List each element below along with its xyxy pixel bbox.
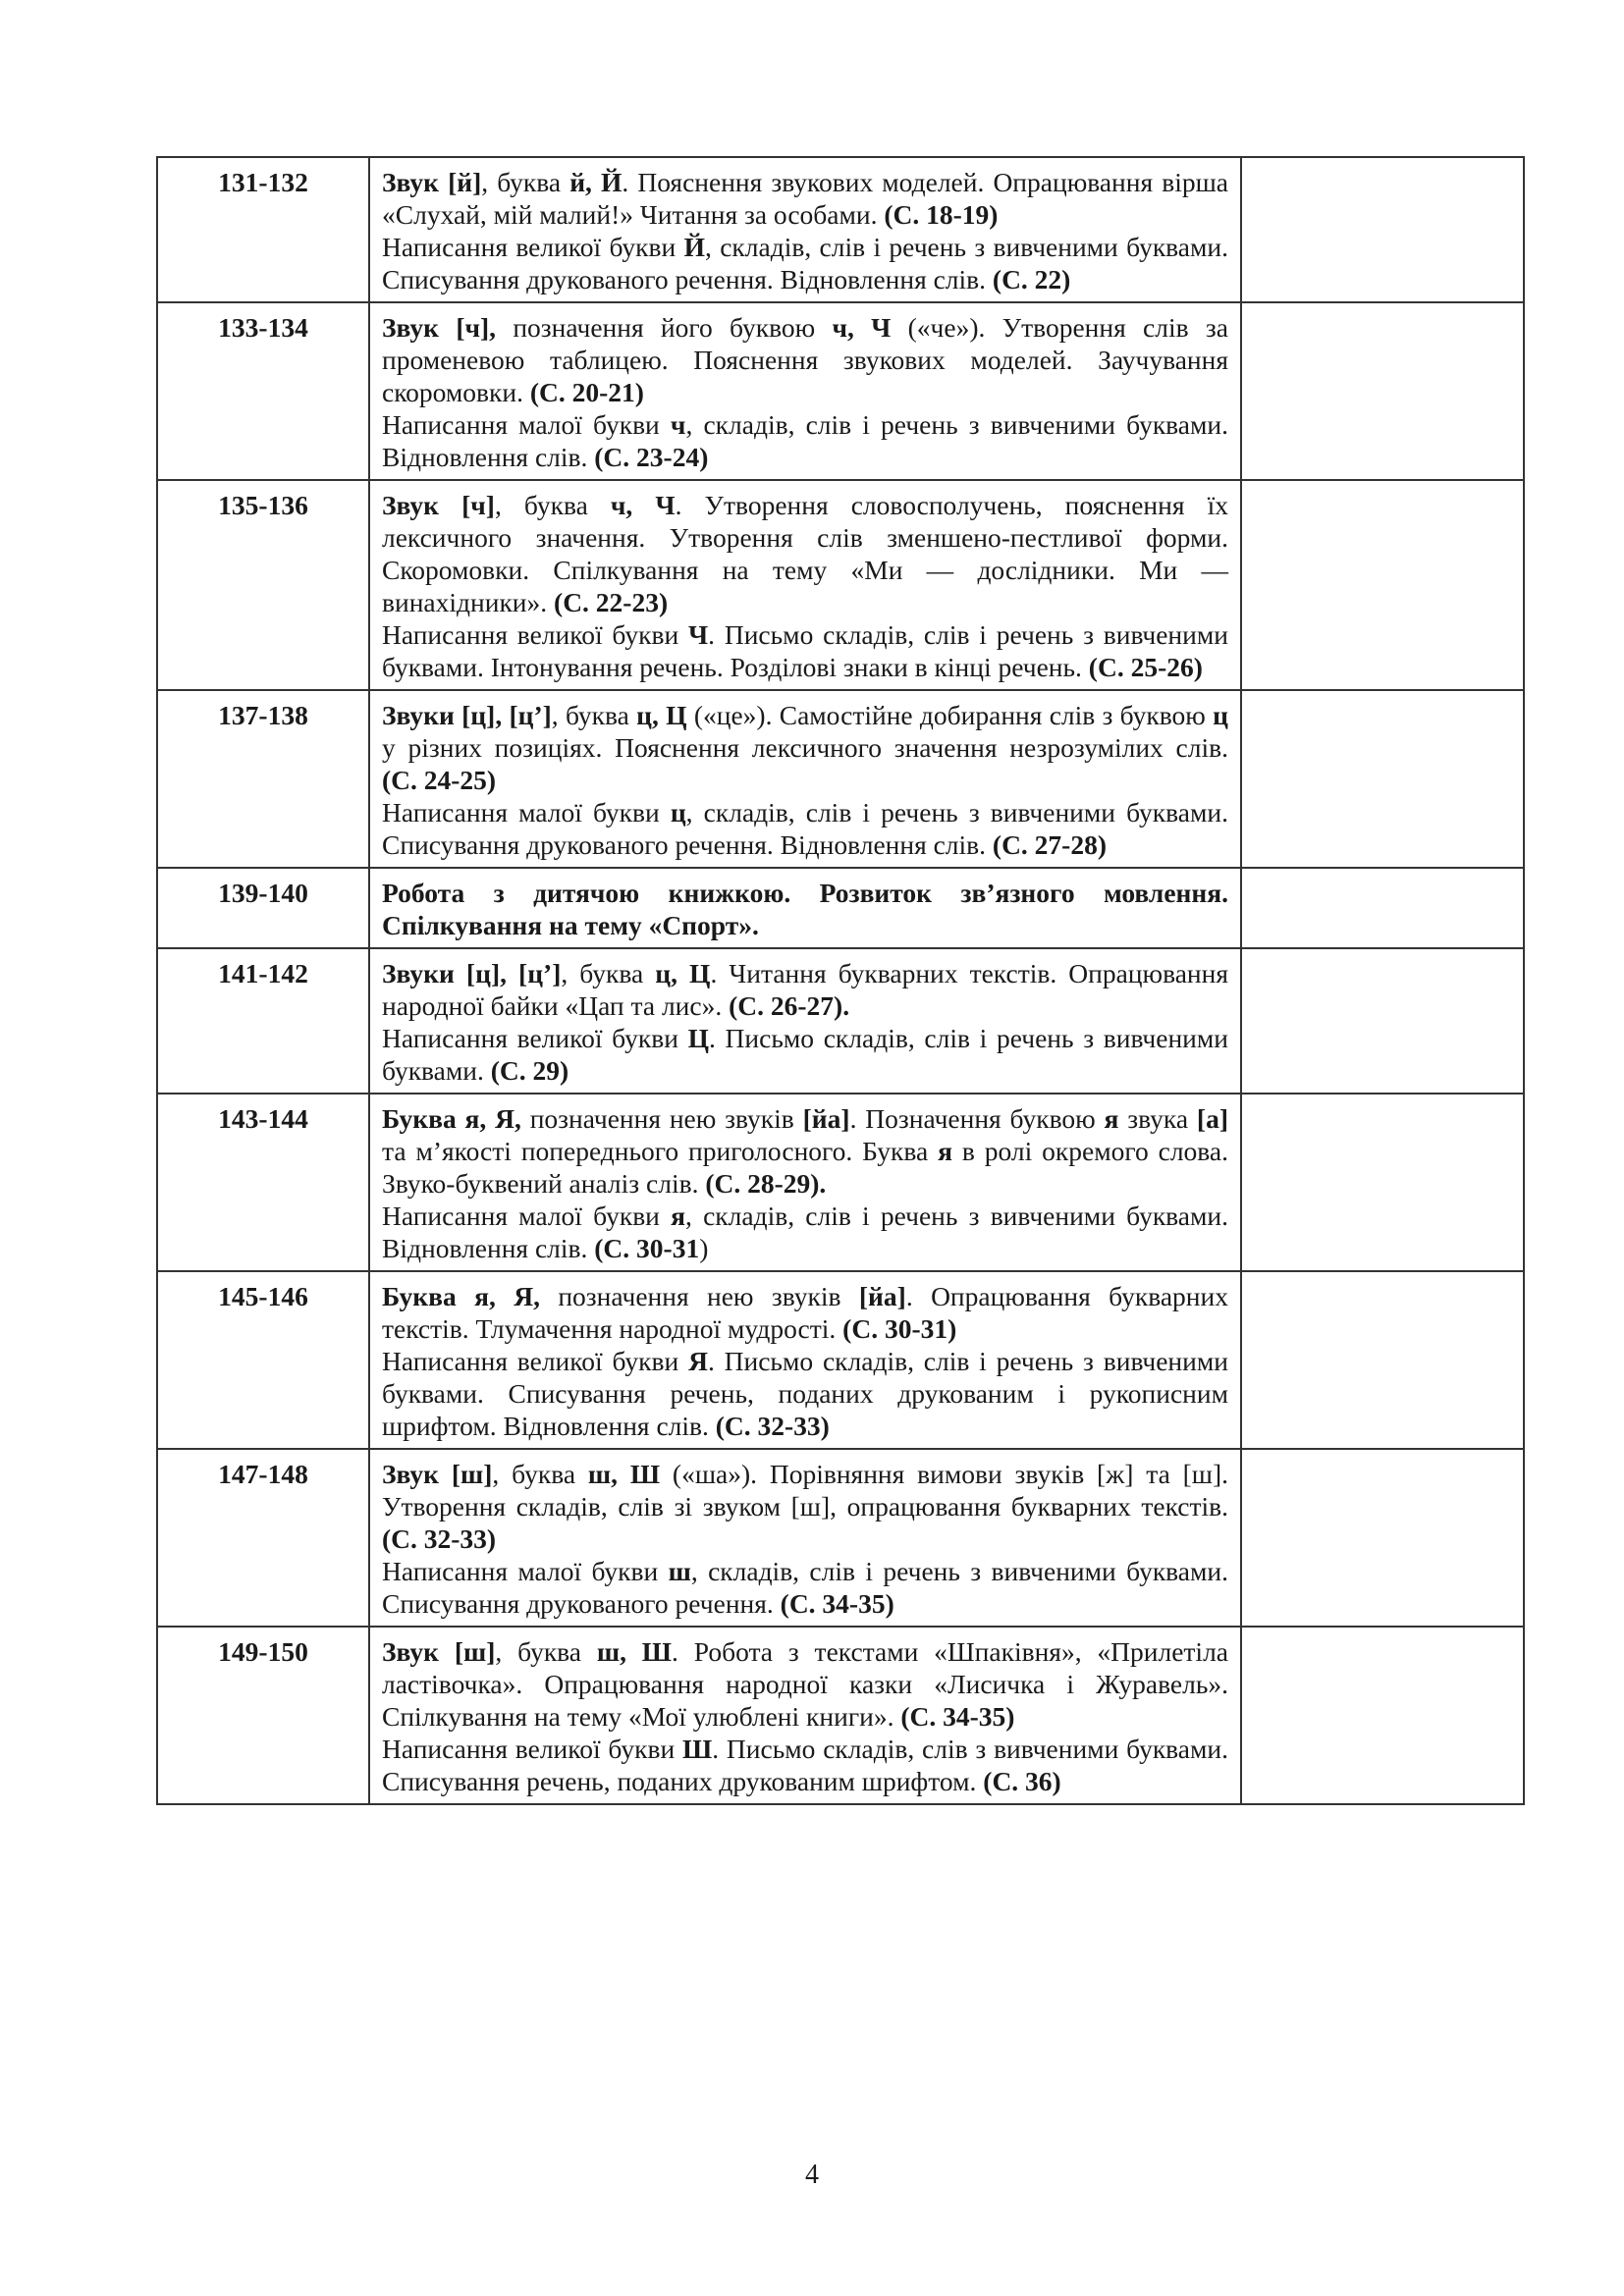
text-segment: . Опрацювання букварних текстів. Тлумачення народної мудрості. [382,1281,1228,1344]
text-segment: , буква [561,958,656,988]
lesson-number: 147-148 [157,1449,369,1627]
page-number: 4 [805,2160,819,2190]
bold-text: ш, Ш [587,1459,661,1489]
bold-text: й, Й [569,167,623,197]
lesson-paragraph [382,408,1228,473]
notes-cell [1241,157,1524,302]
text-segment: . Читання букварних текстів. Опрацювання народної байки «Цап та лис». [382,958,1228,1021]
lesson-content [369,302,1241,480]
lesson-content [369,1449,1241,1627]
bold-text: Звук [ш] [382,1636,496,1667]
lesson-number: 145-146 [157,1271,369,1449]
bold-text: (С. 30-31) [842,1313,957,1344]
lesson-content [369,948,1241,1094]
bold-text: Звук [ч] [382,490,495,520]
lesson-paragraph [382,1733,1228,1797]
lesson-content [369,868,1241,948]
text-segment: . Письмо складів, слів з вивченими буквами. Списування речень, поданих друкованим шрифтом. [382,1734,1228,1796]
lesson-paragraph [382,1555,1228,1620]
bold-text: ц [670,797,686,828]
text-segment: . Письмо складів, слів і речень з вивченими буквами. Інтонування речень. Розділові знаки в кінці речень. [382,619,1228,682]
bold-text: (С. 18-19) [884,199,999,230]
bold-text: Буква я, Я, [382,1103,521,1134]
lesson-paragraph [382,618,1228,683]
bold-text: Й [683,232,705,262]
bold-text: (С. 32-33) [715,1411,830,1441]
notes-cell [1241,1094,1524,1271]
text-segment: в ролі окремого слова. Звуко-буквений аналіз слів. [382,1136,1228,1199]
notes-cell [1241,302,1524,480]
lesson-paragraph [382,1280,1228,1345]
text-segment: , складів, слів і речень з вивченими буквами. Відновлення слів. [382,409,1229,472]
bold-text: (С. 36) [983,1766,1061,1796]
text-segment: позначення його буквою [496,312,833,343]
table-row [157,157,1524,302]
bold-text: ц, Ц [655,958,711,988]
bold-text: ч [670,409,686,440]
lesson-paragraph [382,796,1228,861]
bold-text: ц, Ц [636,700,687,730]
lesson-paragraph [382,1022,1228,1087]
lesson-content [369,1094,1241,1271]
text-segment: Написання малої букви [382,1556,669,1586]
bold-text: Ш [682,1734,713,1764]
bold-text: (С. 24-25) [382,765,497,795]
text-segment: звука [1118,1103,1197,1134]
bold-text: Робота з дитячою книжкою. Розвиток зв’язного мовлення. Спілкування на тему «Спорт». [382,878,1228,940]
lesson-paragraph [382,699,1228,796]
table-row [157,690,1524,868]
bold-text: Звуки [ц], [ц’] [382,958,562,988]
table-row [157,1271,1524,1449]
text-segment: , складів, слів і речень з вивченими буквами. Списування друкованого речення. [382,1556,1228,1619]
text-segment: . Пояснення звукових моделей. Опрацювання вірша «Слухай, мій малий!» Читання за особами. [382,167,1228,230]
text-segment: Написання великої букви [382,1023,688,1053]
text-segment: , буква [481,167,570,197]
bold-text: (С. 20-21) [529,377,644,407]
text-segment: Написання великої букви [382,619,688,650]
notes-cell [1241,948,1524,1094]
bold-text: ч, Ч [832,312,892,343]
table-row [157,302,1524,480]
lesson-content [369,157,1241,302]
bold-text: (С. 32-33) [382,1523,497,1554]
notes-cell [1241,1449,1524,1627]
lesson-paragraph [382,231,1228,295]
bold-text: я [938,1136,952,1166]
bold-text: (С. 28-29). [705,1168,827,1199]
notes-cell [1241,1271,1524,1449]
text-segment: Написання малої букви [382,1201,672,1231]
text-segment: , складів, слів і речень з вивченими буквами. Відновлення слів. [382,1201,1229,1263]
text-segment: , буква [494,490,611,520]
lesson-content [369,480,1241,690]
notes-cell [1241,868,1524,948]
bold-text: (С. 27-28) [992,829,1107,860]
text-segment: позначення нею звуків [539,1281,859,1311]
text-segment: у різних позиціях. Пояснення лексичного значення незрозумілих слів. [382,732,1228,763]
lesson-paragraph [382,957,1228,1022]
bold-text: (С. 26-27). [729,990,850,1021]
lesson-paragraph [382,1635,1228,1733]
bold-text: Звук [й] [382,167,482,197]
bold-text: Я [688,1346,708,1376]
table-row [157,868,1524,948]
text-segment: («че»). Утворення слів за променевою таблицею. Пояснення звукових моделей. Заучування скоромовки. [382,312,1228,407]
text-segment: , складів, слів і речень з вивченими буквами. Списування друкованого речення. Відновлення слів. [382,797,1228,860]
lesson-number: 149-150 [157,1627,369,1804]
text-segment: («це»). Самостійне добирання слів з буквою [686,700,1214,730]
lesson-paragraph [382,1200,1228,1264]
bold-text: ч, Ч [610,490,676,520]
bold-text: я [671,1201,685,1231]
bold-text: (С. 29) [490,1055,569,1086]
lesson-content [369,1627,1241,1804]
lesson-paragraph [382,877,1228,941]
text-segment: , буква [492,1459,588,1489]
text-segment: . Позначення буквою [849,1103,1105,1134]
bold-text: ц [1213,700,1228,730]
lesson-number: 135-136 [157,480,369,690]
bold-text: Звук [ш] [382,1459,493,1489]
bold-text: я [1104,1103,1119,1134]
lesson-number: 133-134 [157,302,369,480]
bold-text: ш [668,1556,691,1586]
notes-cell [1241,480,1524,690]
bold-text: Ч [687,619,709,650]
text-segment: Написання великої букви [382,1734,683,1764]
table-row [157,948,1524,1094]
text-segment: , буква [551,700,637,730]
text-segment: , буква [495,1636,597,1667]
lesson-paragraph [382,1458,1228,1555]
text-segment: («ша»). Порівняння вимови звуків [ж] та [ш]. Утворення складів, слів зі звуком [ш], опрацювання букварних текстів. [382,1459,1229,1522]
bold-text: (С. 34-35) [780,1588,894,1619]
bold-text: Ц [687,1023,709,1053]
bold-text: ш, Ш [596,1636,672,1667]
bold-text: [йа] [858,1281,906,1311]
text-segment: . Утворення словосполучень, пояснення їх лексичного значення. Утворення слів зменшено-пестливої форми. Скоромовки. Спілкування на тему «Ми — дослідники. Ми — винахідники». [382,490,1228,617]
bold-text: Буква я, Я, [382,1281,540,1311]
text-segment: Написання великої букви [382,1346,689,1376]
lesson-paragraph [382,489,1228,618]
text-segment: Написання малої букви [382,409,671,440]
table-body [157,157,1524,1804]
bold-text: [а] [1196,1103,1228,1134]
bold-text: (С. 30-31 [594,1233,700,1263]
text-segment: Написання малої букви [382,797,671,828]
bold-text: [йа] [802,1103,850,1134]
lesson-content [369,690,1241,868]
table-row [157,1449,1524,1627]
lesson-number: 139-140 [157,868,369,948]
bold-text: Звук [ч], [382,312,497,343]
text-segment: . Робота з текстами «Шпаківня», «Прилетіла ластівочка». Опрацювання народної казки «Лисичка і Журавель». Спілкування на тему «Мої улюблені книги». [382,1636,1229,1732]
bold-text: (С. 23-24) [594,442,709,472]
text-segment: . Письмо складів, слів і речень з вивченими буквами. Списування речень, поданих друкованим і рукописним шрифтом. Відновлення слів. [382,1346,1228,1441]
text-segment: Написання великої букви [382,232,684,262]
text-segment: , складів, слів і речень з вивченими буквами. Списування друкованого речення. Відновлення слів. [382,232,1229,294]
text-segment: ) [699,1233,709,1263]
lesson-number: 141-142 [157,948,369,1094]
lesson-paragraph [382,1102,1228,1200]
lesson-paragraph [382,311,1228,408]
lesson-content [369,1271,1241,1449]
lesson-number: 137-138 [157,690,369,868]
lesson-number: 143-144 [157,1094,369,1271]
bold-text: (С. 25-26) [1088,652,1203,682]
notes-cell [1241,1627,1524,1804]
table-row [157,1094,1524,1271]
bold-text: Звуки [ц], [ц’] [382,700,552,730]
text-segment: позначення нею звуків [520,1103,803,1134]
text-segment: . Письмо складів, слів і речень з вивченими буквами. [382,1023,1228,1086]
lesson-paragraph [382,1345,1228,1442]
lesson-number: 131-132 [157,157,369,302]
notes-cell [1241,690,1524,868]
table-row [157,480,1524,690]
table-row [157,1627,1524,1804]
bold-text: (С. 34-35) [900,1701,1015,1732]
lesson-plan-table [156,156,1525,1805]
bold-text: (С. 22-23) [554,587,669,617]
text-segment: та м’якості попереднього приголосного. Буква [382,1136,939,1166]
lesson-paragraph [382,166,1228,231]
bold-text: (С. 22) [992,264,1071,294]
